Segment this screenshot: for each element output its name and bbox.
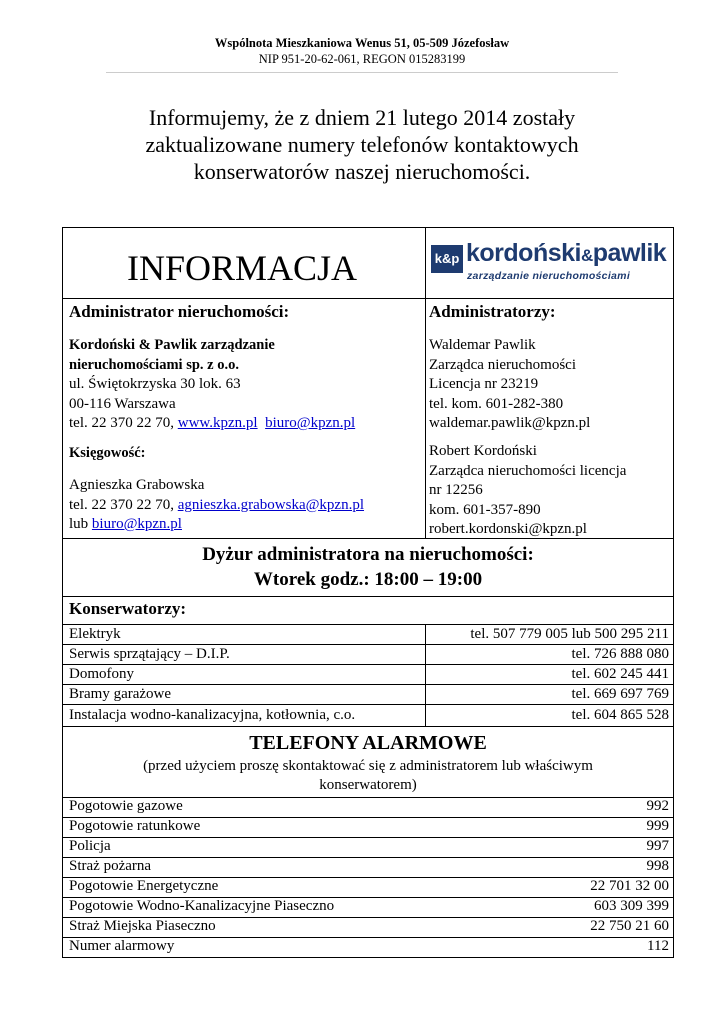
alarm-number: 997: [646, 838, 669, 854]
row-divider: [63, 596, 673, 597]
admin-company: Kordoński & Pawlik zarządzanie: [69, 337, 275, 353]
maintenance-phone: tel. 507 779 005 lub 500 295 211: [470, 626, 669, 642]
office-email-link[interactable]: biuro@kpzn.pl: [91, 516, 182, 532]
maintenance-phone: tel. 604 865 528: [571, 707, 669, 723]
alarm-label: Numer alarmowy: [69, 938, 175, 954]
accountant-alt: lub biuro@kpzn.pl: [69, 516, 182, 532]
alarm-label: Policja: [69, 838, 111, 854]
maintenance-heading: Konserwatorzy:: [69, 599, 187, 618]
alarm-note: (przed użyciem proszę skontaktować się z administratorem lub właściwym: [143, 758, 593, 774]
alarm-label: Straż pożarna: [69, 858, 152, 874]
row-divider: [63, 644, 673, 645]
alarm-number: 998: [646, 858, 669, 874]
accountant-name: Agnieszka Grabowska: [69, 477, 205, 493]
tax-ids: NIP 951-20-62-061, REGON 015283199: [258, 52, 466, 66]
column-divider: [425, 228, 426, 538]
row-divider: [63, 624, 673, 625]
company-logo: [431, 239, 667, 283]
duty-title: Dyżur administratora na nieruchomości:: [202, 544, 534, 565]
alarm-number: 112: [647, 938, 669, 954]
row-divider: [63, 684, 673, 685]
admin-heading: Administrator nieruchomości:: [69, 302, 290, 321]
intro-text: Informujemy, że z dniem 21 lutego 2014 zostały zaktualizowane numery telefonów kontaktowych konserwatorów naszej nieruchomości.: [145, 105, 579, 184]
maintenance-label: Serwis sprzątający – D.I.P.: [69, 646, 230, 662]
maintenance-phone: tel. 602 245 441: [571, 666, 669, 682]
logo-tagline: zarządzanie nieruchomościami: [467, 270, 631, 282]
alarm-label: Pogotowie ratunkowe: [69, 818, 201, 834]
maintenance-label: Bramy garażowe: [69, 686, 172, 702]
website-link[interactable]: www.kpzn.pl: [177, 415, 258, 431]
admin-contact: tel. 22 370 22 70, www.kpzn.pl biuro@kpzn.pl: [69, 415, 356, 431]
alarm-label: Pogotowie Wodno-Kanalizacyjne Piaseczno: [69, 898, 335, 914]
alarm-label: Pogotowie gazowe: [69, 798, 183, 814]
alarm-label: Pogotowie Energetyczne: [69, 878, 219, 894]
column-divider: [425, 624, 426, 726]
page-title: INFORMACJA: [127, 248, 358, 288]
alarm-label: Straż Miejska Piaseczno: [69, 918, 216, 934]
row-divider: [63, 704, 673, 705]
logo-name: kordoński&pawlik: [466, 239, 667, 267]
header-divider: [106, 72, 618, 73]
admin-company: nieruchomościami sp. z o.o.: [69, 356, 239, 373]
alarm-number: 603 309 399: [594, 898, 669, 914]
row-divider: [63, 726, 673, 727]
accountant-email-link[interactable]: agnieszka.grabowska@kpzn.pl: [177, 496, 365, 513]
email-link[interactable]: biuro@kpzn.pl: [265, 415, 356, 431]
maintenance-label: Domofony: [69, 666, 134, 682]
maintenance-phone: tel. 726 888 080: [571, 646, 669, 662]
alarm-number: 22 750 21 60: [590, 918, 669, 934]
maintenance-label: Elektryk: [69, 626, 121, 642]
alarm-number: 992: [646, 798, 669, 814]
accountant-contact: tel. 22 370 22 70, agnieszka.grabowska@kpzn.pl: [69, 496, 365, 513]
row-divider: [63, 857, 673, 858]
admin-street: ul. Świętokrzyska 30 lok. 63: [69, 376, 241, 392]
administrators-heading: Administratorzy:: [429, 302, 556, 321]
logo-badge: k&p: [431, 245, 463, 273]
maintenance-label: Instalacja wodno-kanalizacyjna, kotłownia, c.o.: [69, 707, 356, 723]
alarm-number: 999: [646, 818, 669, 834]
duty-hours: Wtorek godz.: 18:00 – 19:00: [253, 569, 483, 590]
row-divider: [63, 664, 673, 665]
maintenance-phone: tel. 669 697 769: [571, 686, 669, 702]
admin-city: 00-116 Warszawa: [69, 395, 176, 412]
alarm-heading: TELEFONY ALARMOWE: [249, 732, 487, 754]
accounting-heading: Księgowość:: [69, 445, 146, 461]
row-divider: [63, 837, 673, 838]
row-divider: [63, 298, 673, 299]
info-table: INFORMACJA k&p kordoński&pawlik zarządzanie nieruchomościami Administrator nieruchomości: Kordoński & Pawlik zarządzanie nieruchomościami sp. z o.o. ul. Świętokrzyska 30 lok. 63 00-116 Warszawa tel. 22 370 22 70, www.kpzn.pl biuro@kpzn.pl Księgowość: Agnieszka Grabowska tel. 22 370 22 70, agnieszka.grabowska@kpzn.pl lub biuro@kpzn.pl Administratorzy: Waldemar Pawlik Zarządca nieruchomości Licencja nr 23219 tel. kom. 601-282-380 waldemar.pawlik@kpzn.pl Robert Kordoński Zarządca nieruchomości licencja nr 12256 kom. 601-357-890 robert.kordonski@kpzn.pl Dyżur administratora na nieruchomości: Wtorek godz.: 18:00 – 19:00 Konserwatorzy: Elektryk tel. 507 779 005 lub 500 295 211 Serwis sprzątający – D.I.P. tel. 726 888 080 Domofony tel. 602 245 441 Bramy garażowe tel. 669 697 769 Instalacja wodno-kanalizacyjna, kotłownia, c.o. tel. 604 865 528 TELEFONY ALARMOWE (przed użyciem proszę skontaktować się z administratorem lub właściwym konserwatorem) Pogotowie gazowe 992 Pogotowie ratunkowe 999 Policja 997 Straż pożarna 998 Pogotowie Energetyczne 22 701 32 00 Pogotowie Wodno-Kanalizacyjne Piaseczno 603 309 399 Straż Miejska Piaseczno 22 750 21 60 Numer alarmowy 112: [62, 227, 674, 958]
alarm-number: 22 701 32 00: [590, 878, 669, 894]
alarm-note: konserwatorem): [319, 777, 417, 793]
community-name: Wspólnota Mieszkaniowa Wenus 51, 05-509 Józefosław: [214, 36, 510, 50]
